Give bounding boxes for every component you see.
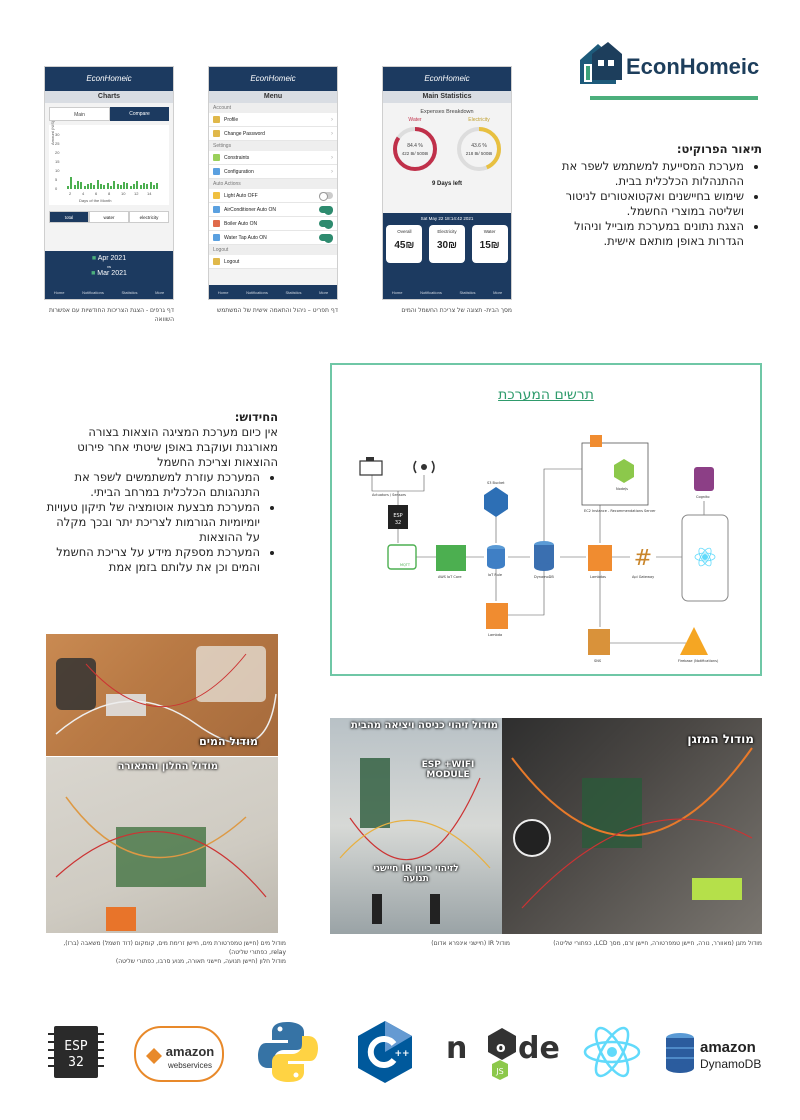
caption-ir-module: מודול IR (חיישני אינפרא אדום) — [431, 940, 510, 947]
chart-bar — [100, 184, 102, 189]
project-description — [550, 142, 762, 249]
system-diagram — [330, 363, 762, 676]
boiler-icon — [213, 220, 220, 227]
card-value: 30₪ — [437, 240, 457, 251]
nav-more[interactable]: More — [319, 289, 329, 295]
chart-y-tick: 15 — [55, 159, 60, 164]
chart-y-tick: 10 — [55, 168, 60, 173]
label-lambda: Lambda — [488, 633, 503, 637]
chart-bar — [77, 181, 79, 189]
chart-x-tick: 10 — [121, 191, 126, 196]
entry-exit-module-photo — [330, 718, 502, 934]
tab-group — [49, 107, 169, 121]
chart-xlabel: Days of the Month — [79, 198, 112, 203]
boiler-auto-on-toggle[interactable] — [319, 220, 333, 227]
summary-cards — [383, 221, 511, 263]
caption-ac-module: מודול מזגן (מאוורר, נורה, חיישן טמפרטורה, חיישן זרם, מסך LCD, כפתורי שליטה) — [553, 940, 762, 947]
tab-compare[interactable]: Compare — [110, 107, 169, 121]
chevron-right-icon: › — [331, 168, 333, 175]
api-gateway-icon: # — [633, 546, 653, 571]
compare-month-a[interactable]: ■ Apr 2021 — [91, 255, 127, 262]
cpp-icon — [356, 1020, 414, 1088]
entry-exit-module-illustration — [330, 718, 502, 934]
svg-text:amazon: amazon — [700, 1039, 756, 1056]
firebase-icon — [680, 627, 708, 655]
water-progress-ring — [391, 125, 439, 173]
esp32-icon — [48, 1020, 104, 1088]
chart-y-tick: 30 — [55, 132, 60, 137]
screen-title: Charts — [45, 91, 173, 103]
project-heading: תיאור הפרוקיט: — [676, 142, 762, 156]
nav-statistics[interactable]: Statistics — [459, 289, 476, 295]
chevron-right-icon: › — [331, 116, 333, 123]
label-s3: S3 Bucket — [487, 481, 505, 485]
nav-home[interactable]: Home — [53, 289, 65, 295]
chart-bar — [117, 184, 119, 189]
auto-boiler-on-toggle-row — [209, 217, 337, 231]
card-label: Water — [483, 229, 496, 234]
card-value: 45₪ — [394, 240, 415, 251]
filter-total[interactable]: total — [49, 211, 89, 223]
label-actuators: Actuators / Sensors — [372, 493, 406, 497]
days-left: 9 Days left — [431, 181, 462, 187]
water-ring-label: Water — [408, 117, 422, 123]
chart-bar — [113, 181, 115, 189]
chart-x-tick: 12 — [134, 191, 139, 196]
chart-bar — [126, 183, 128, 189]
filter-electricity[interactable]: electricity — [129, 211, 169, 223]
caption-line: relay, כפתורי שליטה) — [228, 949, 286, 956]
nav-statistics[interactable]: Statistics — [121, 289, 138, 295]
chart-bar — [67, 186, 69, 189]
chevron-right-icon: › — [331, 130, 333, 137]
filter-group — [49, 211, 169, 223]
diagram-title: תרשים המערכת — [498, 387, 594, 403]
svg-text:++: ++ — [394, 1049, 410, 1059]
chart-x-tick: 14 — [147, 191, 152, 196]
menu-item-label: AirConditioner Auto ON — [224, 206, 276, 213]
menu-item-label: Configuration — [224, 168, 254, 175]
svg-text:32: 32 — [394, 520, 402, 526]
menu-item-label: Constraints — [224, 154, 250, 161]
chart-y-tick: 20 — [55, 150, 60, 155]
electricity-progress-ring — [455, 125, 503, 173]
configuration-icon — [213, 168, 220, 175]
expenses-breakdown-title: Expenses Breakdown — [420, 109, 474, 115]
auto-water-tap-on-toggle-row — [209, 231, 337, 245]
project-bullet: • מערכת המסייעת למשתמש לשפר את ההתנהלות הכלכלית בבית. — [550, 159, 744, 189]
water-module-label: מודול המים — [199, 735, 258, 748]
label-lambdas: Lambdas — [590, 575, 606, 579]
screen-title: Main Statistics — [383, 91, 511, 103]
chart-bar — [136, 181, 138, 189]
caption-charts: דף גרפים - הצגת הצריכות החודשיות עם אפשרות השוואה — [48, 307, 174, 323]
bottom-nav — [383, 285, 511, 299]
nav-more[interactable]: More — [155, 289, 165, 295]
innovation-section — [46, 410, 278, 575]
chevron-right-icon: › — [331, 154, 333, 161]
svg-text:JS: JS — [496, 1067, 504, 1076]
label-iot-rule: IoT Rule — [488, 573, 503, 577]
app-title: EconHomeic — [209, 67, 337, 91]
svg-text:n: n — [446, 1031, 468, 1066]
svg-text:32: 32 — [68, 1055, 84, 1070]
menu-section-auto-actions: Auto Actions — [209, 179, 337, 189]
screen-title: Menu — [209, 91, 337, 103]
innovation-bullet: • המערכת מבצעת אוטומציה של תיקון טעויות יומיומיות הגורמות לצריכת יתר ובכך מקלה על ההוצאות — [46, 500, 260, 545]
caption-stats: מסך הבית- תצוגה של צריכת החשמל והמים — [401, 307, 512, 314]
architecture-svg — [332, 365, 764, 678]
chart-x-tick: 2 — [69, 191, 72, 196]
chart-bar — [140, 185, 142, 189]
menu-section-account: Account — [209, 103, 337, 113]
chart-bar — [130, 186, 132, 189]
tab-main[interactable]: Main — [49, 107, 110, 121]
air-conditioner-icon — [213, 206, 220, 213]
sensor-icon — [414, 461, 434, 473]
chart-ylabel: Amount (NIS) — [50, 120, 55, 145]
menu-item-label: Water Tap Auto ON — [224, 234, 267, 241]
chart-bar — [133, 184, 135, 189]
chart-bar — [90, 183, 92, 189]
electricity-ring — [453, 117, 505, 175]
electricity-amount: 218 ₪/ 500₪ — [465, 151, 493, 156]
auto-light-off-toggle-row — [209, 189, 337, 203]
menu-item-logout[interactable] — [209, 255, 337, 269]
card-value: 15₪ — [479, 240, 500, 251]
label-ec2: EC2 Instance - Recommendations Server — [584, 509, 656, 513]
window-light-module-illustration — [46, 757, 278, 933]
chart-bar — [143, 183, 145, 189]
light-bulb-icon — [213, 192, 220, 199]
compare-panel — [45, 251, 173, 285]
chart-bar — [80, 182, 82, 189]
chart-bar — [120, 185, 122, 189]
innovation-intro: אין כיום מערכת המציגה הוצאות בצורה מאורגנת ועוקבת באופן שיטתי אחר פירוט ההוצאות וצריכת החשמל — [77, 425, 278, 469]
profile-icon — [213, 116, 220, 123]
nav-statistics[interactable]: Statistics — [285, 289, 302, 295]
chart-bar — [123, 182, 125, 189]
caption-water-module — [46, 939, 286, 966]
water-ring — [389, 117, 441, 175]
label-api-gateway: Api Gateway — [632, 575, 655, 579]
app-title: EconHomeic — [45, 67, 173, 91]
menu-item-label: Profile — [224, 116, 239, 123]
lambda-icon — [486, 603, 508, 629]
card-label: Overall — [397, 229, 412, 234]
chart-bar — [70, 177, 72, 189]
chart-y-tick: 0 — [55, 186, 58, 191]
nav-notifications[interactable]: Notifications — [420, 289, 442, 295]
dynamodb-icon — [664, 1030, 764, 1082]
nav-notifications[interactable]: Notifications — [246, 289, 268, 295]
svg-text:o: o — [496, 1040, 506, 1056]
caption-line: מודול חלון (חיישן תנועה, חיישני תאורה, מנוע סרבו, כפתורי שליטה) — [115, 958, 286, 965]
water-module-photo — [46, 634, 278, 756]
esp-wifi-label: ESP +WIFI MODULE — [421, 760, 475, 780]
light-auto-off-toggle[interactable] — [319, 192, 333, 199]
nav-home[interactable]: Home — [217, 289, 229, 295]
brand-name: EconHomeic — [626, 54, 760, 79]
iot-core-icon — [436, 545, 466, 571]
entry-exit-module-label: מודול זיהוי כניסה ויציאה מהבית — [351, 720, 498, 731]
menu-section-logout: Logout — [209, 245, 337, 255]
label-iot-core: AWS IoT Core — [438, 575, 462, 579]
menu-item-change-password[interactable] — [209, 127, 337, 141]
esp32-chip-icon — [388, 505, 408, 529]
card-label: Electricity — [437, 229, 457, 234]
nav-notifications[interactable]: Notifications — [82, 289, 104, 295]
lambdas-icon — [588, 545, 612, 571]
menu-item-configuration[interactable] — [209, 165, 337, 179]
menu-item-label: Logout — [224, 258, 240, 265]
card-water[interactable] — [472, 225, 508, 263]
compare-vs: vs — [107, 264, 111, 269]
house-logo-icon — [578, 40, 624, 86]
chart-bar — [87, 184, 89, 189]
label-cognito: Cognito — [696, 495, 710, 499]
chart-bar — [153, 185, 155, 189]
label-mqtt: MQTT — [400, 563, 410, 567]
daily-summary-panel — [383, 213, 511, 287]
nodejs-icon — [446, 1024, 560, 1088]
water-amount: 422 ₪/ 500₪ — [401, 151, 429, 156]
current-date: Sat May 22 18:14:42 2021 — [420, 216, 474, 221]
chart-bar — [84, 186, 86, 189]
app-title: EconHomeic — [383, 67, 511, 91]
chart-bar — [156, 183, 158, 189]
chart-bar — [97, 180, 99, 189]
menu-item-label: Change Password — [224, 130, 265, 137]
phone-main-statistics-screen — [382, 66, 512, 300]
phone-menu-screen — [208, 66, 338, 300]
caption-menu: דף תפריט – ניהול והתאמה אישית של המשתמש — [216, 307, 338, 314]
svg-text:ESP: ESP — [393, 513, 403, 519]
menu-section-settings: Settings — [209, 141, 337, 151]
card-electricity[interactable] — [429, 225, 465, 263]
cognito-icon — [694, 467, 714, 491]
brand-logo — [578, 38, 768, 102]
label-dynamodb: DynamoDB — [534, 575, 554, 579]
auto-ac-on-toggle-row — [209, 203, 337, 217]
svg-text:webservices: webservices — [167, 1061, 213, 1070]
water-tap-icon — [213, 234, 220, 241]
label-nodejs: NodeJs — [616, 487, 628, 491]
aws-icon — [134, 1026, 224, 1086]
phone-charts-screen — [44, 66, 174, 300]
ac-module-photo — [502, 718, 762, 934]
project-bullet: • הצגת נתונים במערכת מובייל וניהול הגדרות באופן מותאם אישית. — [550, 219, 744, 249]
water-percent: 84.4 % — [407, 143, 423, 149]
bottom-nav — [209, 285, 337, 299]
electricity-ring-label: Electricity — [468, 117, 490, 123]
innovation-bullet: • המערכת מספקת מידע על צריכת החשמל והמים וכן את עלותם בזמן אמת — [46, 545, 260, 575]
chart-bar — [74, 185, 76, 189]
python-icon — [258, 1020, 318, 1088]
sns-icon — [588, 629, 610, 655]
ac-module-illustration — [502, 718, 762, 934]
card-overall[interactable] — [386, 225, 422, 263]
menu-item-label: Boiler Auto ON — [224, 220, 258, 227]
s3-bucket-icon — [484, 487, 508, 517]
constraints-icon — [213, 154, 220, 161]
daily-usage-chart — [49, 120, 169, 205]
nav-more[interactable]: More — [493, 289, 503, 295]
window-light-module-photo — [46, 757, 278, 933]
actuator-icon — [360, 457, 382, 475]
ac-auto-on-toggle[interactable] — [319, 206, 333, 213]
filter-water[interactable]: water — [89, 211, 129, 223]
chart-x-tick: 6 — [95, 191, 98, 196]
window-light-module-label: מודול החלון והתאורה — [117, 761, 218, 772]
project-bullet: • שימוש בחיישנים ואקטואטורים לניטור ושליטה במוצרי החשמל. — [550, 189, 744, 219]
chart-x-tick: 4 — [82, 191, 85, 196]
svg-text:amazon: amazon — [165, 1044, 215, 1059]
bottom-nav — [45, 285, 173, 299]
innovation-heading: החידוש: — [234, 410, 278, 424]
lock-icon — [213, 130, 220, 137]
menu-item-label: Light Auto OFF — [224, 192, 258, 199]
react-icon — [582, 1024, 642, 1084]
ac-module-label: מודול המזגן — [687, 732, 754, 746]
menu-item-profile[interactable] — [209, 113, 337, 127]
svg-text:DynamoDB: DynamoDB — [700, 1057, 762, 1071]
logout-icon — [213, 258, 220, 265]
chart-y-tick: 25 — [55, 141, 60, 146]
water-tap-auto-on-toggle[interactable] — [319, 234, 333, 241]
svg-text:de: de — [518, 1031, 560, 1066]
svg-text:ESP: ESP — [64, 1039, 88, 1054]
chart-y-tick: 5 — [55, 177, 58, 182]
ir-sensors-label: חיישני IR לזיהוי כיוון תנועה — [373, 864, 459, 884]
menu-item-constraints[interactable] — [209, 151, 337, 165]
caption-line: מודול מים (חיישן טמפרטורת מים, חיישן זרימת מים, קומקום (דוד חשמל) משאבה (ברז), — [63, 940, 286, 947]
chart-bar — [110, 186, 112, 189]
nav-home[interactable]: Home — [391, 289, 403, 295]
chart-bar — [103, 185, 105, 189]
electricity-percent: 43.6 % — [471, 143, 487, 149]
chart-bar — [107, 183, 109, 189]
chart-x-tick: 8 — [108, 191, 111, 196]
label-sns: SNS — [594, 659, 602, 663]
label-firebase: Firebase (Notifications) — [678, 659, 719, 663]
brand-underline — [590, 96, 758, 100]
chart-bar — [146, 184, 148, 189]
compare-month-b[interactable]: ■ Mar 2021 — [91, 270, 127, 277]
usage-rings — [383, 117, 511, 175]
chart-bar — [150, 182, 152, 189]
chart-bar — [93, 185, 95, 189]
innovation-bullet: • המערכת עוזרת למשתמשים לשפר את התנהגותם הכלכלית במרחב הביתי. — [46, 470, 260, 500]
